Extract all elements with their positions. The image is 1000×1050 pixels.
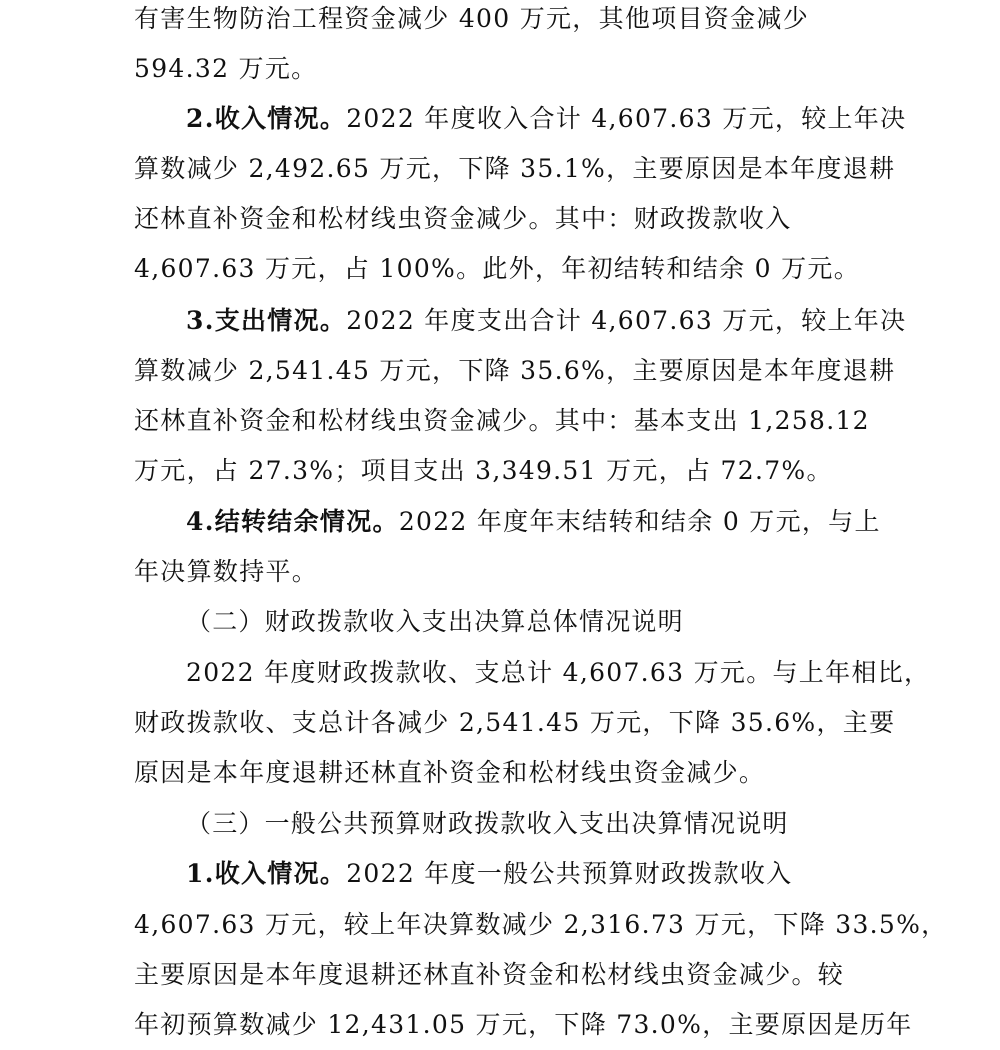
paragraph-line: 4,607.63 万元，较上年决算数减少 2,316.73 万元，下降 33.5%， (134, 910, 948, 939)
paragraph-line: 1.收入情况。2022 年度一般公共预算财政拨款收入 (186, 859, 793, 888)
section-heading-carryover: 4.结转结余情况。 (186, 507, 399, 536)
paragraph-line: 3.支出情况。2022 年度支出合计 4,607.63 万元，较上年决 (186, 306, 907, 335)
paragraph-line: 还林直补资金和松材线虫资金减少。其中：基本支出 1,258.12 (134, 406, 870, 435)
paragraph-line: 算数减少 2,541.45 万元，下降 35.6%，主要原因是本年度退耕 (134, 356, 896, 385)
paragraph-line: 有害生物防治工程资金减少 400 万元，其他项目资金减少 (134, 4, 810, 33)
section-heading-income: 2.收入情况。 (186, 104, 347, 133)
paragraph-line: 4.结转结余情况。2022 年度年末结转和结余 0 万元，与上 (186, 507, 881, 536)
section-heading-income-general: 1.收入情况。 (186, 859, 347, 888)
paragraph-line: 算数减少 2,492.65 万元，下降 35.1%，主要原因是本年度退耕 (134, 154, 896, 183)
paragraph-line: 主要原因是本年度退耕还林直补资金和松材线虫资金减少。较 (134, 960, 845, 989)
paragraph-line: 原因是本年度退耕还林直补资金和松材线虫资金减少。 (134, 758, 766, 787)
paragraph-line: 财政拨款收、支总计各减少 2,541.45 万元，下降 35.6%，主要 (134, 708, 896, 737)
subsection-title: （三）一般公共预算财政拨款收入支出决算情况说明 (186, 809, 789, 838)
paragraph-line: 2.收入情况。2022 年度收入合计 4,607.63 万元，较上年决 (186, 104, 907, 133)
subsection-title: （二）财政拨款收入支出决算总体情况说明 (186, 607, 684, 636)
paragraph-line: 年初预算数减少 12,431.05 万元，下降 73.0%，主要原因是历年 (134, 1010, 913, 1039)
paragraph-line: 4,607.63 万元，占 100%。此外，年初结转和结余 0 万元。 (134, 254, 860, 283)
section-heading-expenditure: 3.支出情况。 (186, 306, 347, 335)
paragraph-line: 万元，占 27.3%；项目支出 3,349.51 万元，占 72.7%。 (134, 456, 833, 485)
paragraph-line: 594.32 万元。 (134, 54, 318, 83)
paragraph-line: 年决算数持平。 (134, 557, 319, 586)
paragraph-line: 还林直补资金和松材线虫资金减少。其中：财政拨款收入 (134, 204, 792, 233)
paragraph-line: 2022 年度财政拨款收、支总计 4,607.63 万元。与上年相比， (186, 658, 931, 687)
